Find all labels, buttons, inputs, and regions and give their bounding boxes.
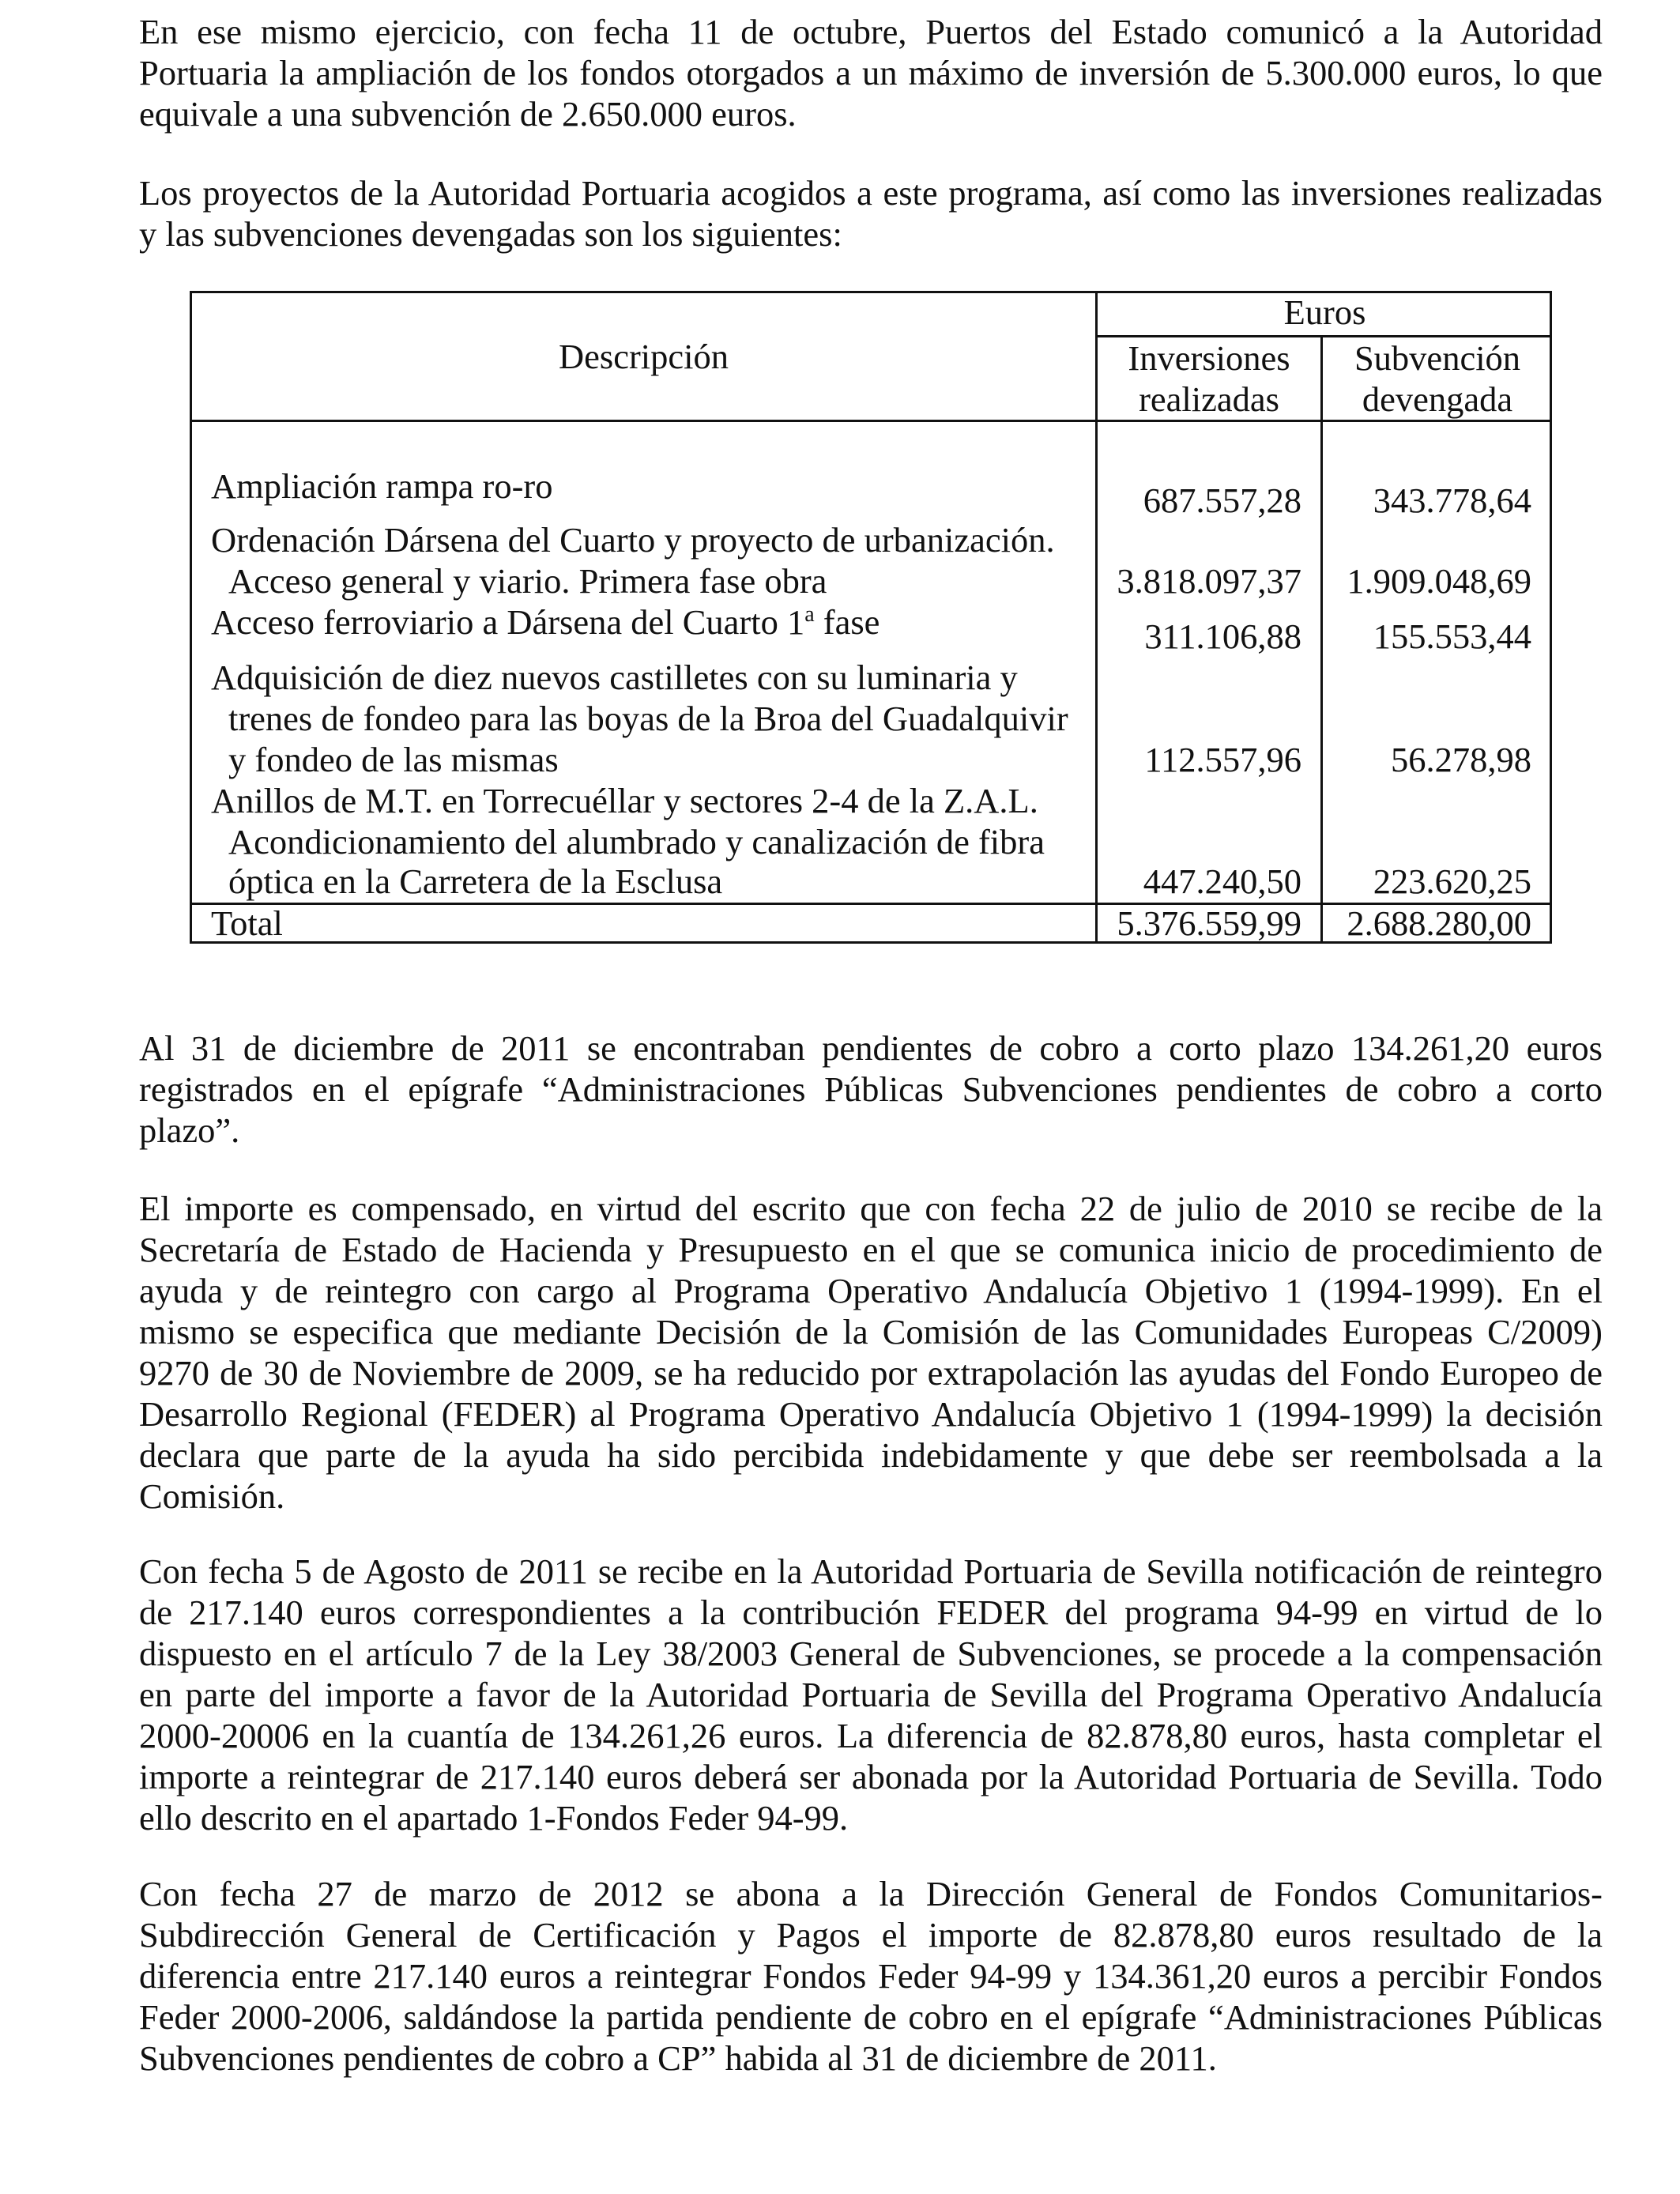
- paragraph-pending-collection: [139, 1027, 1603, 1151]
- row-description: trenes de fondeo para las boyas de la Broa del Guadalquivir: [228, 699, 1068, 738]
- text-line: Con fecha 27 de marzo de 2012 se abona a la Dirección General de Fondos Comunitarios-: [139, 1874, 1603, 1913]
- text-line: El importe es compensado, en virtud del escrito que con fecha 22 de julio de 2010 se recibe de la: [139, 1189, 1603, 1228]
- paragraph-projects-intro: [139, 172, 1603, 254]
- header-description: Descripción: [558, 337, 729, 376]
- row-description: Ordenación Dársena del Cuarto y proyecto de urbanización.: [211, 520, 1055, 560]
- text-line: Subvenciones pendientes de cobro a CP” habida al 31 de diciembre de 2011.: [139, 2038, 1217, 2078]
- projects-table: [190, 291, 1552, 944]
- text-line: ayuda y de reintegro con cargo al Programa Operativo Andalucía Objetivo 1 (1994-1999). En el: [139, 1271, 1603, 1310]
- text-line: registrados en el epígrafe “Administraciones Públicas Subvenciones pendientes de cobro a corto: [139, 1069, 1603, 1109]
- text-line: y las subvenciones devengadas son los siguientes:: [139, 214, 842, 254]
- text-line: diferencia entre 217.140 euros a reintegrar Fondos Feder 94-99 y 134.361,20 euros a percibir Fondos: [139, 1956, 1603, 1996]
- header-subvencion: Subvención: [1354, 338, 1521, 378]
- header-realizadas: realizadas: [1139, 379, 1279, 419]
- row-subvencion: 1.909.048,69: [1347, 561, 1531, 601]
- row-subvencion: 223.620,25: [1373, 861, 1531, 901]
- row-description: Adquisición de diez nuevos castilletes con su luminaria y: [211, 658, 1018, 697]
- text-line: equivale a una subvención de 2.650.000 euros.: [139, 94, 797, 134]
- text-line: Subdirección General de Certificación y Pagos el importe de 82.878,80 euros resultado de la: [139, 1915, 1603, 1955]
- row-inversion: 447.240,50: [1143, 861, 1301, 901]
- text-line: importe a reintegrar de 217.140 euros deberá ser abonada por la Autoridad Portuaria de Sevilla. Todo: [139, 1757, 1603, 1796]
- text-line: plazo”.: [139, 1110, 240, 1150]
- header-euros: Euros: [1283, 292, 1366, 332]
- header-inversiones: Inversiones: [1128, 338, 1290, 378]
- header-devengada: devengada: [1362, 379, 1513, 419]
- text-line: Desarrollo Regional (FEDER) al Programa Operativo Andalucía Objetivo 1 (1994-1999) la decisión: [139, 1394, 1603, 1434]
- text-line: Comisión.: [139, 1476, 285, 1516]
- total-subvencion: 2.688.280,00: [1347, 903, 1531, 943]
- row-inversion: 112.557,96: [1144, 740, 1301, 779]
- total-inversion: 5.376.559,99: [1117, 903, 1301, 943]
- row-description: Acceso general y viario. Primera fase obra: [228, 561, 827, 601]
- text-line: 2000-20006 en la cuantía de 134.261,26 euros. La diferencia de 82.878,80 euros, hasta completar el: [139, 1716, 1603, 1755]
- text-line: en parte del importe a favor de la Autoridad Portuaria de Sevilla del Programa Operativo Andalucía: [139, 1675, 1603, 1714]
- table-header-divider: [192, 420, 1550, 422]
- row-description: Ampliación rampa ro-ro: [211, 466, 553, 506]
- text-line: mismo se especifica que mediante Decisión de la Comisión de las Comunidades Europeas C/2009): [139, 1312, 1603, 1351]
- text-line: Feder 2000-2006, saldándose la partida pendiente de cobro en el epígrafe “Administraciones Públicas: [139, 1997, 1603, 2037]
- row-inversion: 687.557,28: [1143, 481, 1301, 520]
- row-inversion: 311.106,88: [1144, 616, 1301, 656]
- row-description: Acondicionamiento del alumbrado y canalización de fibra: [228, 822, 1045, 861]
- text-line: Con fecha 5 de Agosto de 2011 se recibe en la Autoridad Portuaria de Sevilla notificación de reintegro: [139, 1551, 1603, 1591]
- text-line: ello descrito en el apartado 1-Fondos Feder 94-99.: [139, 1798, 849, 1838]
- row-subvencion: 155.553,44: [1373, 616, 1531, 656]
- text-line: declara que parte de la ayuda ha sido percibida indebidamente y que debe ser reembolsada a la: [139, 1435, 1603, 1475]
- text-line: Secretaría de Estado de Hacienda y Presupuesto en el que se comunica inicio de procedimiento de: [139, 1230, 1603, 1269]
- paragraph-reimbursement-notice: [139, 1551, 1603, 1838]
- row-description: Anillos de M.T. en Torrecuéllar y sectores 2-4 de la Z.A.L.: [211, 781, 1038, 820]
- text-line: de 217.140 euros correspondientes a la contribución FEDER del programa 94-99 en virtud de lo: [139, 1593, 1603, 1632]
- text-line: 9270 de 30 de Noviembre de 2009, se ha reducido por extrapolación las ayudas del Fondo Europeo de: [139, 1353, 1603, 1393]
- text-line: dispuesto en el artículo 7 de la Ley 38/2003 General de Subvenciones, se procede a la compensación: [139, 1634, 1603, 1673]
- text-line: Al 31 de diciembre de 2011 se encontraban pendientes de cobro a corto plazo 134.261,20 euros: [139, 1028, 1603, 1068]
- text-line: En ese mismo ejercicio, con fecha 11 de octubre, Puertos del Estado comunicó a la Autoridad: [139, 12, 1603, 51]
- row-description: y fondeo de las mismas: [228, 740, 559, 779]
- row-description: óptica en la Carretera de la Esclusa: [228, 861, 723, 901]
- row-description: Acceso ferroviario a Dársena del Cuarto 1$^a$ fase: [211, 602, 880, 642]
- total-label: Total: [211, 903, 283, 943]
- row-subvencion: 343.778,64: [1373, 481, 1531, 520]
- text-line: Los proyectos de la Autoridad Portuaria acogidos a este programa, así como las inversiones realizadas: [139, 173, 1603, 213]
- paragraph-funding-extension: [139, 11, 1603, 134]
- text-line: Portuaria la ampliación de los fondos otorgados a un máximo de inversión de 5.300.000 euros, lo que: [139, 53, 1603, 92]
- paragraph-payment: [139, 1873, 1603, 2079]
- paragraph-compensation: [139, 1188, 1603, 1517]
- row-inversion: 3.818.097,37: [1117, 561, 1301, 601]
- row-subvencion: 56.278,98: [1391, 740, 1531, 779]
